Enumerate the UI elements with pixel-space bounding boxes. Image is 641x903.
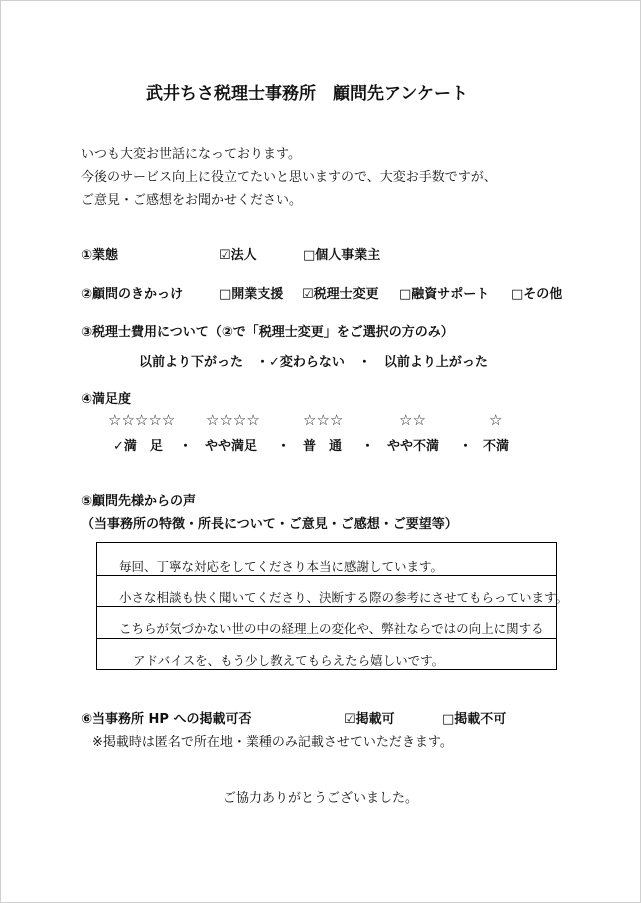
level-separator: ・ [277, 439, 291, 454]
q2-option-change-accountant[interactable]: ☑税理士変更 [302, 287, 379, 302]
level-separator: ・ [361, 439, 375, 454]
comment-line-3: こちらが気づかない世の中の経理上の変化や、弊社ならではの向上に関する [119, 621, 544, 636]
q6-option-allow[interactable]: ☑掲載可 [344, 712, 395, 727]
comment-line-1: 毎回、丁寧な対応をしてくださり本当に感謝しています。 [119, 559, 444, 574]
stars-two: ☆☆ [399, 411, 426, 429]
closing-message: ご協力ありがとうございました。 [223, 791, 419, 806]
comment-line-2: 小さな相談も快く聞いてくださり、決断する際の参考にさせてもらっています。 [119, 590, 569, 605]
comment-line-4: アドバイスを、もう少し教えてもらえたら嬉しいです。 [133, 653, 445, 668]
q2-option-financing[interactable]: □融資サポート [399, 287, 490, 302]
q6-note: ※掲載時は匿名で所在地・業種のみ記載させていただきます。 [92, 735, 453, 750]
level-somewhat-dissatisfied[interactable]: やや不満 [387, 439, 440, 454]
q3-choices[interactable]: 以前より下がった ・✓変わらない ・ 以前より上がった [139, 355, 488, 370]
level-dissatisfied[interactable]: 不満 [483, 439, 510, 454]
q6-label: ⑥当事務所 HP への掲載可否 [81, 712, 252, 727]
level-somewhat-satisfied[interactable]: やや満足 [205, 439, 258, 454]
stars-three: ☆☆☆ [303, 411, 344, 429]
level-separator: ・ [459, 439, 473, 454]
q2-option-startup[interactable]: □開業支援 [219, 287, 284, 302]
q5-label: ⑤顧問先様からの声 [81, 494, 197, 509]
intro-line-2: 今後のサービス向上に役立てたいと思いますので、大変お手数ですが、 [81, 170, 497, 185]
q1-label: ①業態 [81, 248, 119, 263]
intro-line-3: ご意見・ご感想をお聞かせください。 [81, 193, 303, 208]
level-very-satisfied[interactable]: ✓満 足 [113, 439, 163, 454]
page-title: 武井ちさ税理士事務所 顧問先アンケート [146, 84, 468, 104]
intro-line-1: いつも大変お世話になっております。 [81, 147, 301, 162]
q2-option-other[interactable]: □その他 [511, 287, 563, 302]
q2-label: ②顧問のきかっけ [81, 287, 184, 302]
q3-label: ③税理士費用について（②で「税理士変更」をご選択の方のみ） [81, 325, 454, 340]
stars-five: ☆☆☆☆☆ [108, 411, 176, 429]
q1-option-sole-proprietor[interactable]: □個人事業主 [303, 248, 381, 263]
q4-label: ④満足度 [81, 392, 132, 407]
level-separator: ・ [179, 439, 193, 454]
stars-one: ☆ [489, 411, 503, 429]
q1-option-corporation[interactable]: ☑法人 [219, 248, 257, 263]
level-neutral[interactable]: 普 通 [303, 439, 343, 454]
q5-sublabel: （当事務所の特徴・所長について・ご意見・ご感想・ご要望等） [81, 517, 458, 532]
q6-option-disallow[interactable]: □掲載不可 [442, 712, 507, 727]
stars-four: ☆☆☆☆ [206, 411, 260, 429]
